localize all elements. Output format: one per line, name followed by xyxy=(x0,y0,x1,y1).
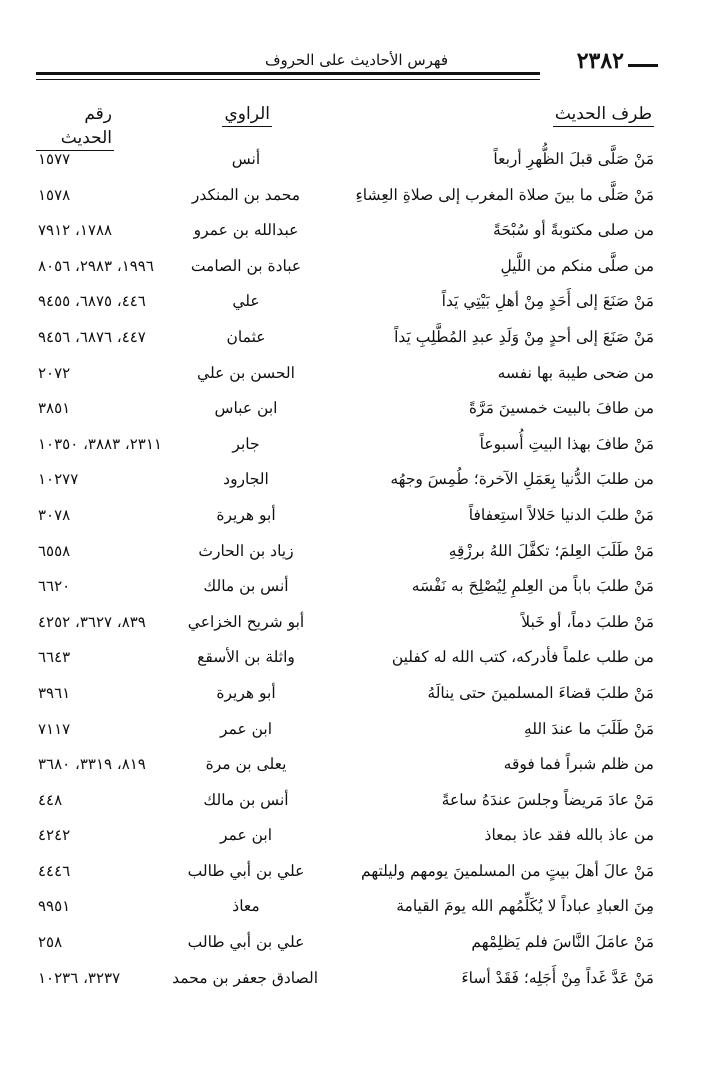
narrator-name: يعلى بن مرة xyxy=(205,755,287,774)
index-row xyxy=(36,357,658,393)
index-row xyxy=(36,392,658,428)
hadith-text: مِنَ العبادِ عباداً لا يُكَلِّمُهم الله يومَ القيامة xyxy=(396,897,654,916)
index-row xyxy=(36,463,658,499)
hadith-number: ٦٦٤٣ xyxy=(38,648,71,667)
hadith-text: مَنْ عَدَّ غَداً مِنْ أَجَلِه؛ فَقَدْ أساءَ xyxy=(461,968,654,987)
narrator-name: معاذ xyxy=(232,897,260,916)
hadith-number: ٨١٩، ٣٣١٩، ٣٦٨٠ xyxy=(38,755,146,774)
hadith-text: مَنْ صَلَّى ما بينَ صلاة المغرب إلى صلاةِ العِشاءِ xyxy=(355,185,654,204)
narrator-name: زياد بن الحارث xyxy=(198,541,294,560)
hadith-text: مَنْ طَلَبَ العِلمَ؛ تكفَّلَ اللهُ برزْقِهِ xyxy=(448,541,654,560)
index-row xyxy=(36,606,658,642)
index-row xyxy=(36,428,658,464)
column-header-number: رقم الحديث xyxy=(36,102,114,151)
narrator-name: ابن عمر xyxy=(219,826,273,845)
narrator-name: واثلة بن الأسقع xyxy=(197,648,295,667)
hadith-number: ٨٣٩، ٣٦٢٧، ٤٢٥٢ xyxy=(38,612,146,631)
index-row xyxy=(36,819,658,855)
hadith-text: مَنْ عادَ مَريضاً وجلسَ عندَهُ ساعةً xyxy=(441,790,654,809)
hadith-number: ١٩٩٦، ٢٩٨٣، ٨٠٥٦ xyxy=(38,256,154,275)
hadith-text: من صلى مكتوبةً أو سُبْحَةً xyxy=(493,221,654,240)
hadith-text: من صلَّى منكم من اللَّيلِ xyxy=(500,256,654,275)
hadith-text: من ظلم شبراً فما فوقه xyxy=(503,755,654,774)
hadith-text: مَنْ طَلَبَ ما عندَ اللهِ xyxy=(523,719,654,738)
narrator-name: ابن عمر xyxy=(219,719,273,738)
hadith-number: ٧١١٧ xyxy=(38,719,71,738)
index-row xyxy=(36,179,658,215)
hadith-number: ٣٢٣٧، ١٠٢٣٦ xyxy=(38,968,121,987)
header-rule xyxy=(36,72,540,80)
hadith-text: مَنْ صَنَعَ إلى أحدٍ مِنْ وَلَدِ عبدِ المُطَّلِبِ يَداً xyxy=(394,327,654,346)
hadith-text: من طلب علماً فأدركه، كتب الله له كفلين xyxy=(391,648,654,667)
header-title: فهرس الأحاديث على الحروف xyxy=(264,51,448,69)
narrator-name: الصادق جعفر بن محمد xyxy=(172,968,318,987)
hadith-number: ٣٠٧٨ xyxy=(38,505,71,524)
index-row xyxy=(36,143,658,179)
hadith-text: مَنْ صَنَعَ إلى أَحَدٍ مِنْ أهلِ بَيْتِي يَداً xyxy=(441,292,654,311)
hadith-text: مَنْ طلبَ باباً من العِلمِ لِيُصْلِحَ به نَفْسَه xyxy=(411,577,654,596)
hadith-text: مَنْ طلبَ دماً، أو خَبلاً xyxy=(521,612,654,631)
index-row xyxy=(36,784,658,820)
hadith-text: مَنْ طافَ بهذا البيتِ أُسبوعاً xyxy=(479,434,654,453)
hadith-text: مَنْ عامَلَ النَّاسَ فلم يَظلِمْهم xyxy=(471,933,654,952)
hadith-number: ٦٦٢٠ xyxy=(38,577,71,596)
narrator-name: الحسن بن علي xyxy=(197,363,295,382)
hadith-number: ٢٠٧٢ xyxy=(38,363,71,382)
index-row xyxy=(36,499,658,535)
index-row xyxy=(36,250,658,286)
index-row xyxy=(36,321,658,357)
index-row xyxy=(36,748,658,784)
narrator-name: محمد بن المنكدر xyxy=(191,185,301,204)
hadith-number: ١٥٧٨ xyxy=(38,185,71,204)
index-row xyxy=(36,535,658,571)
column-header-hadith: طرف الحديث xyxy=(553,102,654,127)
index-row xyxy=(36,677,658,713)
hadith-text: من طافَ بالبيت خمسينَ مَرَّةً xyxy=(468,399,654,418)
narrator-name: علي xyxy=(232,292,260,311)
hadith-number: ٤٤٨ xyxy=(38,790,63,809)
running-header xyxy=(36,48,658,78)
index-row xyxy=(36,570,658,606)
index-row xyxy=(36,890,658,926)
narrator-name: عبادة بن الصامت xyxy=(190,256,302,275)
narrator-name: أنس بن مالك xyxy=(203,790,289,809)
index-row xyxy=(36,641,658,677)
narrator-name: أنس xyxy=(231,150,261,168)
hadith-number: ٢٥٨ xyxy=(38,933,63,952)
hadith-number: ٤٤٤٦ xyxy=(38,861,71,880)
narrator-name: أبو هريرة xyxy=(216,505,276,524)
narrator-name: علي بن أبي طالب xyxy=(187,933,305,952)
narrator-name: جابر xyxy=(232,434,260,453)
narrator-name: أبو شريح الخزاعي xyxy=(187,612,305,631)
hadith-text: من ضحى طيبة بها نفسه xyxy=(497,363,654,382)
narrator-name: ابن عباس xyxy=(214,399,278,418)
hadith-text: من عاذ بالله فقد عاذ بمعاذ xyxy=(484,826,654,845)
hadith-number: ١٠٢٧٧ xyxy=(38,470,79,489)
hadith-text: مَنْ طلبَ قضاءَ المسلمينَ حتى ينالَهُ xyxy=(427,683,654,702)
index-row xyxy=(36,214,658,250)
hadith-number: ٦٥٥٨ xyxy=(38,541,71,560)
index-row xyxy=(36,855,658,891)
hadith-text: مَنْ عالَ أهلَ بيتٍ من المسلمينَ يومهم وليلتهم xyxy=(361,861,654,880)
column-header-rawi: الراوي xyxy=(222,102,272,127)
hadith-number: ٣٩٦١ xyxy=(38,683,71,702)
index-row xyxy=(36,962,658,998)
page-number: ٢٣٨٢ xyxy=(576,48,624,74)
hadith-text: مَنْ صَلَّى قبلَ الظُّهرِ أربعاً xyxy=(493,150,654,168)
hadith-number: ٢٣١١، ٣٨٨٣، ١٠٣٥٠ xyxy=(38,434,162,453)
narrator-name: علي بن أبي طالب xyxy=(187,861,305,880)
column-headers xyxy=(36,102,658,148)
hadith-number: ٤٤٧، ٦٨٧٦، ٩٤٥٦ xyxy=(38,327,146,346)
hadith-text: مَنْ طلبَ الدنيا حَلالاً استِعفافاً xyxy=(468,505,654,524)
index-row xyxy=(36,713,658,749)
narrator-name: الجارود xyxy=(223,470,269,489)
hadith-index-list xyxy=(36,143,658,997)
hadith-number: ٣٨٥١ xyxy=(38,399,71,418)
narrator-name: أنس بن مالك xyxy=(203,577,289,596)
hadith-number: ٤٢٤٢ xyxy=(38,826,71,845)
hadith-number: ٤٤٦، ٦٨٧٥، ٩٤٥٥ xyxy=(38,292,146,311)
hadith-number: ١٥٧٧ xyxy=(38,150,71,168)
header-dash xyxy=(628,64,658,67)
hadith-text: من طلبَ الدُّنيا بِعَمَلِ الآخرة؛ طُمِسَ وجهُه xyxy=(390,470,654,489)
index-row xyxy=(36,926,658,962)
hadith-number: ١٧٨٨، ٧٩١٢ xyxy=(38,221,113,240)
hadith-number: ٩٩٥١ xyxy=(38,897,71,916)
narrator-name: عثمان xyxy=(226,327,266,346)
narrator-name: أبو هريرة xyxy=(216,683,276,702)
index-row xyxy=(36,285,658,321)
narrator-name: عبدالله بن عمرو xyxy=(193,221,299,240)
